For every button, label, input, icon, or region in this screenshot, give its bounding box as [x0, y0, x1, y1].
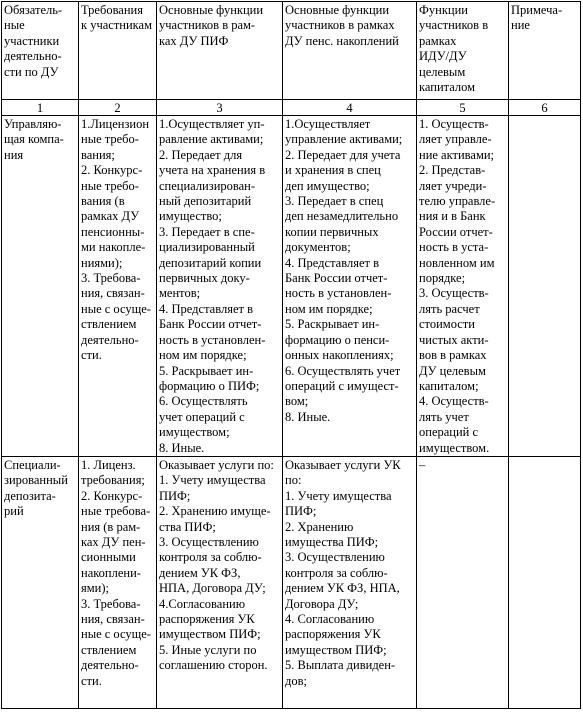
header-pif-functions: Основные функции участников в рам- ках ДУ ПИФ — [157, 2, 283, 100]
pif-functions-cell: Оказывает услуги по: 1. Учету имущества ПИФ; 2. Хранению имуще- ства ПИФ; 3. Осуществлению контроля за соблю- дением УК ФЗ, НПА, Договора ДУ; 4.Согласованию распоряжения УК имуществом ПИФ; 5. Иные услуги по соглашению сторон. — [157, 456, 283, 708]
pension-functions-cell: Оказывает услуги УК по: 1. Учету имущества ПИФ; 2. Хранению имущества ПИФ; 3. Осуществлению контроля за соблю- дением УК ФЗ, НПА, Договора ДУ; 4. Согласованию распоряжения УК имуществом ПИФ; 5. Выплата дивиден- дов; — [283, 456, 417, 708]
column-number: 1 — [2, 100, 79, 116]
participant-cell: Специали- зированный депозита- рий — [2, 456, 79, 708]
header-endowment-functions: Функции участников в рамках ИДУ/ДУ целевым капиталом — [417, 2, 509, 100]
note-cell — [509, 456, 581, 708]
table-header-row — [2, 2, 581, 100]
table-row — [2, 456, 581, 708]
header-requirements: Требования к участникам — [79, 2, 157, 100]
header-participants: Обязатель- ные участники деятельно- сти по ДУ — [2, 2, 79, 100]
column-number: 2 — [79, 100, 157, 116]
participant-cell: Управляю- щая компа- ния — [2, 116, 79, 457]
column-number: 5 — [417, 100, 509, 116]
column-number: 3 — [157, 100, 283, 116]
header-note: Примеча- ние — [509, 2, 581, 100]
pension-functions-cell: 1.Осуществляет управление активами; 2. Передает для учета и хранения в спец деп имущество; 3. Передает в спец деп незамедлительно копии первичных документов; 4. Представляет в Банк России отчет- ность в установлен- ном им порядке; 5. Раскрывает ин- формацию о пенси- онных накоплениях; 6. Осуществлять учет операций с имущест- вом; 8. Иные. — [283, 116, 417, 457]
endowment-functions-cell: – — [417, 456, 509, 708]
requirements-cell: 1. Лиценз. требования; 2. Конкурс- ные требова- ния (в рам- ках ДУ пен- сионными накоплени- ями); 3. Требова- ния, связан- ные с осуще- ствлением деятельно- сти. — [79, 456, 157, 708]
participants-table — [1, 1, 581, 709]
column-number-row — [2, 100, 581, 116]
table-row — [2, 116, 581, 457]
column-number: 6 — [509, 100, 581, 116]
requirements-cell: 1.Лицензион ные требо- вания; 2. Конкурс- ные требо- вания (в рамках ДУ пенсионны- ми накопле- ниями); 3. Требова- ния, связан- ные с осуще- ствлением деятельно- сти. — [79, 116, 157, 457]
note-cell — [509, 116, 581, 457]
pif-functions-cell: 1.Осуществляет уп- равление активами; 2. Передает для учета на хранения в специализирован- ный депозитарий имущество; 3. Передает в спе- циализированный депозитарий копии первичных доку- ментов; 4. Представляет в Банк России отчет- ность в установлен- ном им порядке; 5. Раскрывает ин- формацию о ПИФ; 6. Осуществлять учет операций с имуществом; 8. Иные. — [157, 116, 283, 457]
header-pension-functions: Основные функции участников в рамках ДУ пенс. накоплений — [283, 2, 417, 100]
endowment-functions-cell: 1. Осуществ- ляет управле- ние активами; 2. Представ- ляет учреди- телю управле- ния и в Банк России отчет- ность в уста- новленном им порядке; 3. Осуществ- лять расчет стоимости чистых акти- вов в рамках ДУ целевым капиталом; 4. Осуществ- лять учет операций с имуществом. — [417, 116, 509, 457]
column-number: 4 — [283, 100, 417, 116]
